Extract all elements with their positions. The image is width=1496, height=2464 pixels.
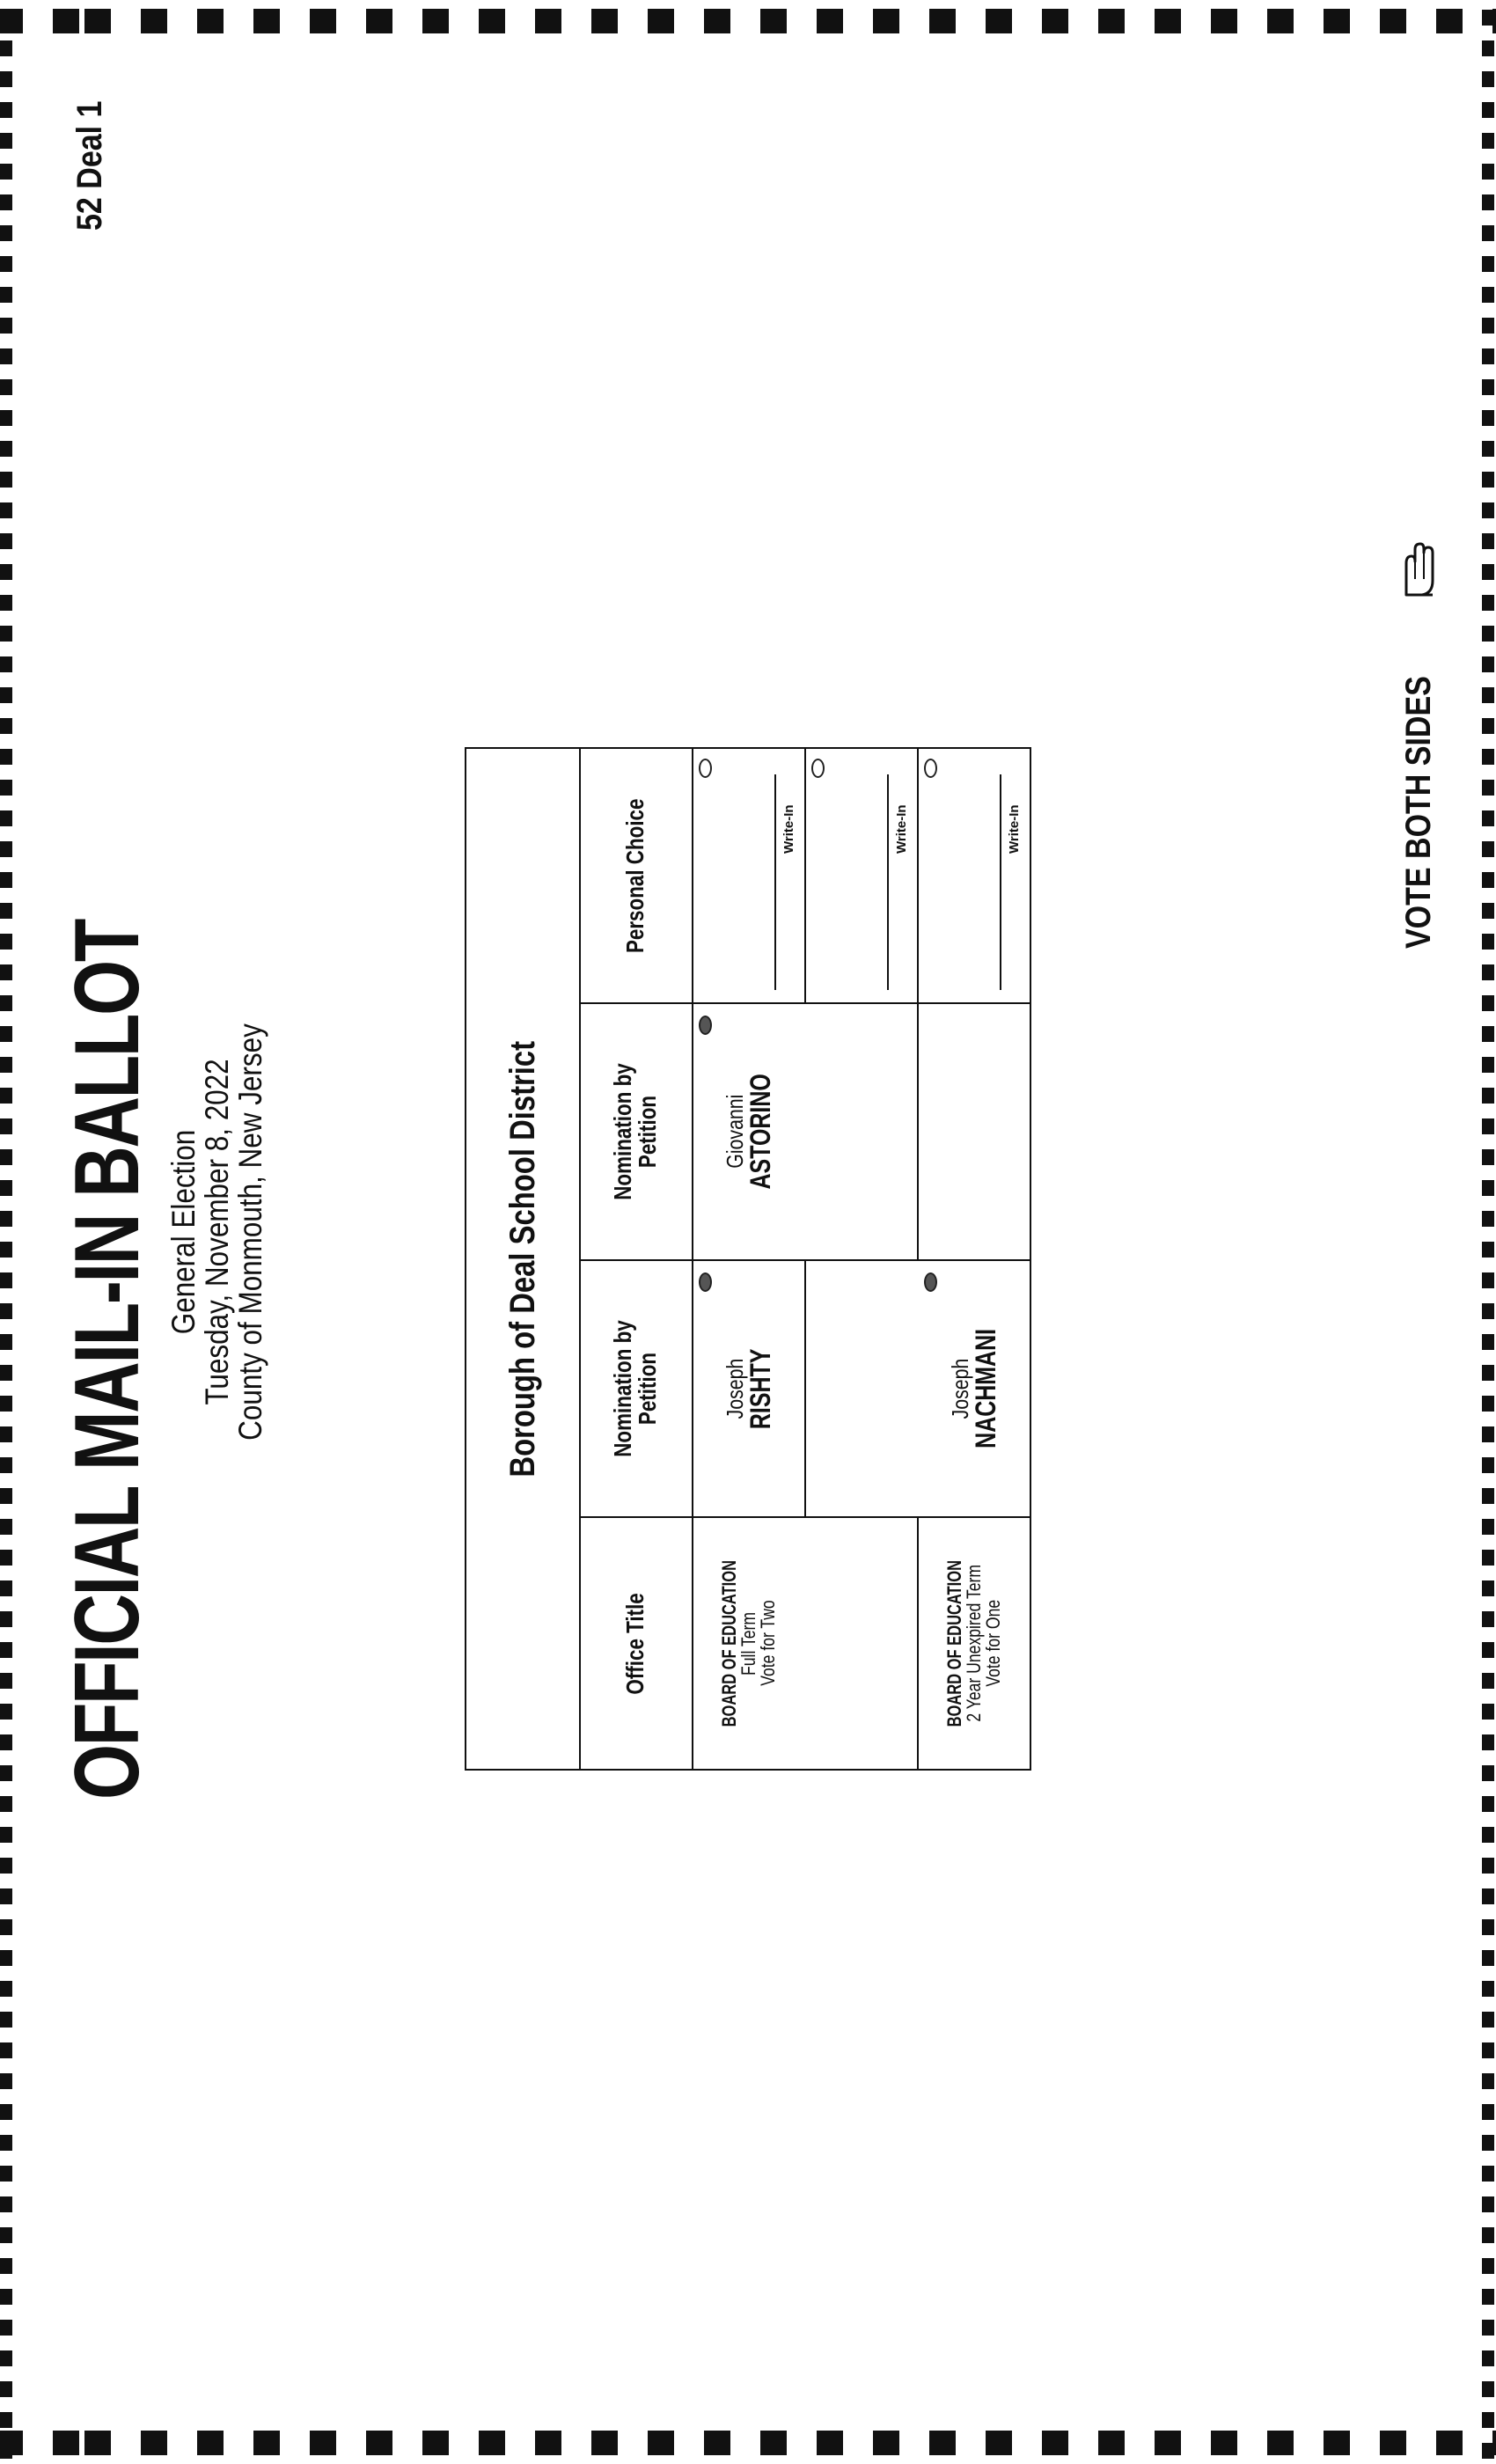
- row-divider: [804, 749, 806, 1004]
- election-county: County of Monmouth, New Jersey: [232, 1023, 268, 1441]
- write-in-label: Write-In: [1007, 804, 1022, 854]
- vote-oval-nachmani[interactable]: [924, 1272, 937, 1292]
- column-header-petition-2: Nomination by Petition: [609, 1063, 661, 1200]
- write-in-label: Write-In: [894, 804, 909, 854]
- vote-oval-write-in-2[interactable]: [811, 759, 825, 778]
- vote-oval-write-in-3[interactable]: [924, 759, 937, 778]
- candidate-astorino: Giovanni ASTORINO: [722, 1074, 776, 1190]
- office-title-full-term: BOARD OF EDUCATION Full Term Vote for Two: [718, 1559, 779, 1727]
- write-in-line-2[interactable]: [887, 774, 889, 990]
- vote-oval-rishty[interactable]: [699, 1272, 712, 1292]
- district-contest-table: [465, 747, 1031, 1771]
- office-title-unexpired-term: BOARD OF EDUCATION 2 Year Unexpired Term Vote for One: [943, 1559, 1004, 1727]
- candidate-rishty: Joseph RISHTY: [722, 1348, 776, 1429]
- write-in-line-1[interactable]: [774, 774, 776, 990]
- vote-oval-astorino[interactable]: [699, 1016, 712, 1035]
- column-header-personal-choice: Personal Choice: [621, 798, 649, 953]
- election-type: General Election: [165, 1129, 202, 1335]
- column-header-office: Office Title: [621, 1592, 649, 1695]
- ballot-title: OFFICIAL MAIL-IN BALLOT: [56, 920, 158, 1800]
- vote-oval-write-in-1[interactable]: [699, 759, 712, 778]
- district-header: Borough of Deal School District: [466, 749, 581, 1769]
- write-in-line-3[interactable]: [1000, 774, 1001, 990]
- precinct-label: 52 Deal 1: [70, 100, 109, 231]
- row-divider: [917, 749, 919, 1261]
- row-divider: [804, 1261, 806, 1518]
- write-in-label: Write-In: [781, 804, 796, 854]
- vote-both-sides-instruction: VOTE BOTH SIDES: [1399, 676, 1438, 949]
- pointing-hand-icon: [1389, 532, 1438, 598]
- election-date: Tuesday, November 8, 2022: [199, 1059, 235, 1405]
- candidate-nachmani: Joseph NACHMANI: [947, 1329, 1001, 1448]
- column-header-petition-1: Nomination by Petition: [609, 1320, 661, 1457]
